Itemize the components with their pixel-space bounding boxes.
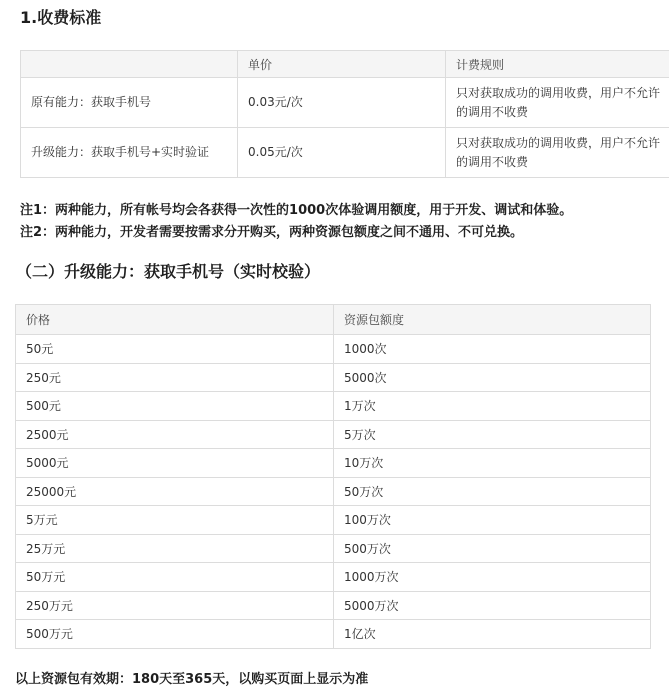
table-row <box>16 563 651 592</box>
price-cell: 50万元 <box>16 563 334 592</box>
fee-table-header-unit-price: 单价 <box>238 51 446 78</box>
note-1: 注1：两种能力，所有帐号均会各获得一次性的1000次体验调用额度，用于开发、调试和体验。 <box>20 203 573 218</box>
table-row <box>16 534 651 563</box>
table-row <box>16 335 651 364</box>
fee-table-header-billing-rule: 计费规则 <box>446 51 669 78</box>
table-row <box>16 363 651 392</box>
quota-cell: 1000次 <box>334 335 651 364</box>
quota-cell: 1000万次 <box>334 563 651 592</box>
table-row <box>16 420 651 449</box>
unit-price-cell: 0.03元/次 <box>238 78 446 128</box>
price-cell: 2500元 <box>16 420 334 449</box>
package-table-header-row <box>16 305 651 335</box>
ability-cell: 原有能力：获取手机号 <box>21 78 238 128</box>
section-title-fee-standard: 1.收费标准 <box>20 8 102 27</box>
notes-block <box>20 200 660 244</box>
quota-cell: 50万次 <box>334 477 651 506</box>
price-cell: 50元 <box>16 335 334 364</box>
validity-note: 以上资源包有效期：180天至365天，以购买页面上显示为准 <box>15 672 369 687</box>
price-cell: 500元 <box>16 392 334 421</box>
table-row <box>16 620 651 649</box>
quota-cell: 500万次 <box>334 534 651 563</box>
price-cell: 25万元 <box>16 534 334 563</box>
section-title-upgrade: （二）升级能力：获取手机号（实时校验） <box>16 262 321 281</box>
price-cell: 25000元 <box>16 477 334 506</box>
package-table-header-price: 价格 <box>16 305 334 335</box>
table-row <box>16 591 651 620</box>
quota-cell: 100万次 <box>334 506 651 535</box>
fee-table-header-ability <box>21 51 238 78</box>
table-row <box>16 477 651 506</box>
fee-table <box>20 50 669 178</box>
table-row <box>16 392 651 421</box>
package-table-header-quota: 资源包额度 <box>334 305 651 335</box>
billing-rule-cell: 只对获取成功的调用收费，用户不允许的调用不收费 <box>446 78 669 128</box>
price-cell: 5000元 <box>16 449 334 478</box>
table-row <box>16 449 651 478</box>
billing-rule-cell: 只对获取成功的调用收费，用户不允许的调用不收费 <box>446 128 669 178</box>
price-cell: 250元 <box>16 363 334 392</box>
price-cell: 250万元 <box>16 591 334 620</box>
quota-cell: 5万次 <box>334 420 651 449</box>
price-cell: 5万元 <box>16 506 334 535</box>
table-row <box>16 506 651 535</box>
table-row <box>21 128 669 178</box>
quota-cell: 10万次 <box>334 449 651 478</box>
unit-price-cell: 0.05元/次 <box>238 128 446 178</box>
quota-cell: 1万次 <box>334 392 651 421</box>
ability-cell: 升级能力：获取手机号+实时验证 <box>21 128 238 178</box>
table-row <box>21 78 669 128</box>
note-2: 注2：两种能力，开发者需要按需求分开购买，两种资源包额度之间不通用、不可兑换。 <box>20 225 524 240</box>
fee-table-header-row <box>21 51 669 78</box>
price-cell: 500万元 <box>16 620 334 649</box>
quota-cell: 5000万次 <box>334 591 651 620</box>
quota-cell: 5000次 <box>334 363 651 392</box>
package-table <box>15 304 651 649</box>
quota-cell: 1亿次 <box>334 620 651 649</box>
